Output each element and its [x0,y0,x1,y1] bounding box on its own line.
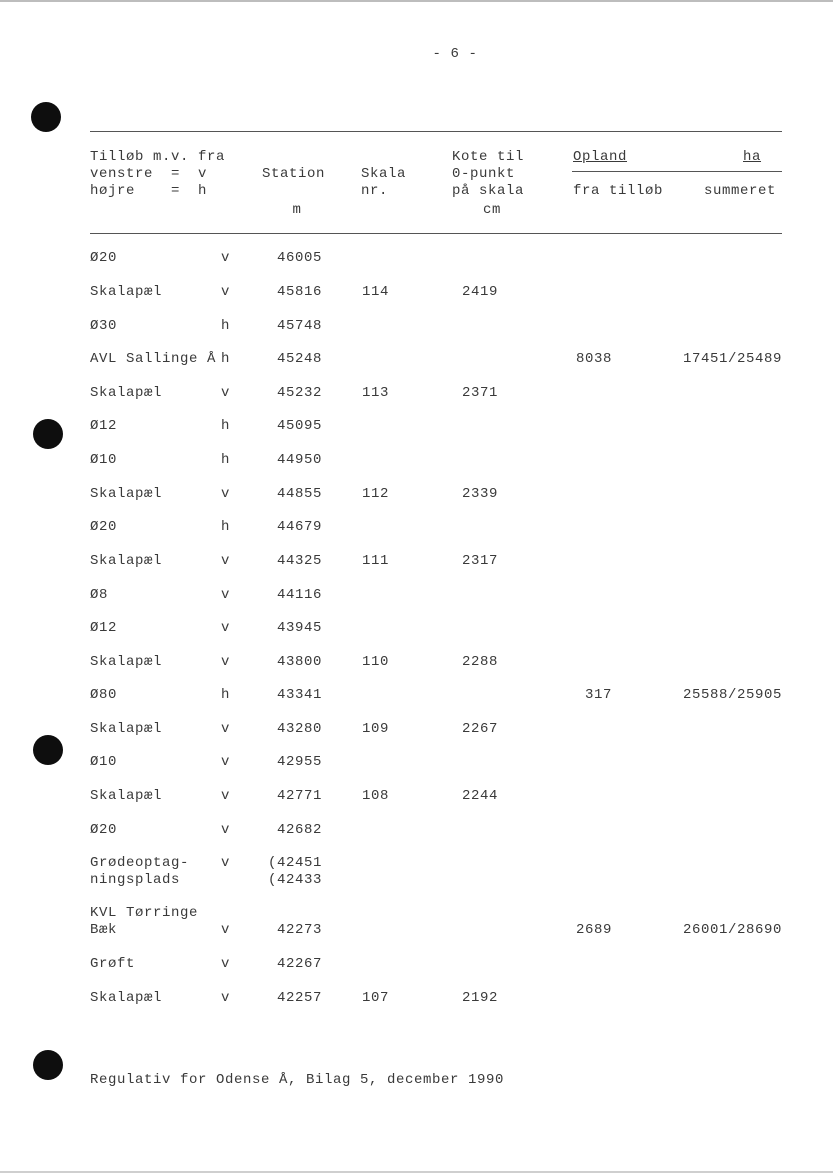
cell-side: v [221,754,231,770]
cell-fra-tillob: 8038 [575,351,612,367]
header-summeret: summeret [704,183,777,199]
cell-kote: 2419 [462,284,499,300]
cell-name: Ø20 [90,519,118,535]
opland-underline [572,171,782,172]
cell-side: v [221,250,231,266]
table-header-rule [90,233,782,234]
cell-side: v [221,822,231,838]
cell-name: KVL Tørringe Bæk [90,905,199,938]
cell-side: v [221,855,231,871]
cell-side: h [221,351,231,367]
punch-hole-top [31,102,61,132]
cell-side: v [221,956,231,972]
cell-side: v [221,620,231,636]
cell-name: Skalapæl [90,990,163,1006]
header-station: Station [262,166,326,182]
table-row [0,990,833,1030]
cell-skala: 110 [362,654,390,670]
cell-kote: 2317 [462,553,499,569]
cell-station: 45248 [276,351,322,367]
cell-station: 45816 [276,284,322,300]
cell-side: v [221,284,231,300]
header-skala: Skala nr. [361,166,407,199]
header-kote: Kote til 0-punkt på skala [452,149,525,199]
cell-kote: 2244 [462,788,499,804]
cell-name: AVL Sallinge Å [90,351,217,367]
cell-skala: 108 [362,788,390,804]
cell-name: Ø12 [90,418,118,434]
cell-station: 45748 [276,318,322,334]
cell-side: v [221,788,231,804]
cell-skala: 107 [362,990,390,1006]
table-top-rule [90,131,782,132]
punch-hole-bottom [33,1050,63,1080]
cell-summeret: 25588/25905 [682,687,782,703]
table-row [0,905,833,945]
cell-station: 45232 [276,385,322,401]
cell-summeret: 26001/28690 [682,922,782,938]
header-fra-tillob: fra tilløb [573,183,664,199]
cell-side: v [221,990,231,1006]
cell-station: 43945 [276,620,322,636]
cell-name: Skalapæl [90,553,163,569]
cell-side: h [221,318,231,334]
cell-station: 43800 [276,654,322,670]
table-row [0,855,833,895]
cell-fra-tillob: 2689 [575,922,612,938]
header-kote-unit: cm [482,202,501,218]
cell-name: Ø30 [90,318,118,334]
cell-skala: 113 [362,385,390,401]
cell-station: 44855 [276,486,322,502]
cell-name: Grøft [90,956,136,972]
cell-side: h [221,452,231,468]
header-station-unit: m [292,202,302,218]
cell-station: 45095 [276,418,322,434]
cell-name: Ø20 [90,250,118,266]
cell-station: 42267 [276,956,322,972]
cell-name: Skalapæl [90,721,163,737]
cell-name: Skalapæl [90,284,163,300]
cell-side: v [221,553,231,569]
cell-kote: 2288 [462,654,499,670]
cell-station: 44950 [276,452,322,468]
cell-side: h [221,687,231,703]
cell-name: Ø10 [90,452,118,468]
page-number: - 6 - [432,46,478,62]
cell-side: v [221,721,231,737]
cell-side: h [221,519,231,535]
cell-station: 44679 [276,519,322,535]
cell-station: 44325 [276,553,322,569]
cell-side: v [221,486,231,502]
header-ha: ha [743,149,762,165]
cell-station: 44116 [276,587,322,603]
cell-name: Ø20 [90,822,118,838]
document-footer: Regulativ for Odense Å, Bilag 5, december 1990 [90,1072,505,1088]
cell-skala: 111 [362,553,390,569]
header-opland: Opland [573,149,628,165]
cell-station: 43280 [276,721,322,737]
cell-station: (42451 (42433 [267,855,322,888]
header-tributary-side: Tilløb m.v. fra venstre = v højre = h [90,149,226,199]
cell-name: Skalapæl [90,654,163,670]
cell-name: Skalapæl [90,385,163,401]
cell-name: Ø12 [90,620,118,636]
cell-name: Ø8 [90,587,109,603]
cell-kote: 2192 [462,990,499,1006]
cell-side: v [221,385,231,401]
cell-station: 42682 [276,822,322,838]
cell-station: 42273 [276,922,322,938]
cell-skala: 109 [362,721,390,737]
cell-name: Skalapæl [90,788,163,804]
cell-side: v [221,922,231,938]
cell-station: 46005 [276,250,322,266]
cell-side: v [221,587,231,603]
cell-skala: 112 [362,486,390,502]
cell-skala: 114 [362,284,390,300]
cell-name: Ø80 [90,687,118,703]
cell-kote: 2339 [462,486,499,502]
cell-station: 42257 [276,990,322,1006]
cell-kote: 2267 [462,721,499,737]
cell-name: Grødeoptag- ningsplads [90,855,190,888]
cell-fra-tillob: 317 [584,687,612,703]
cell-kote: 2371 [462,385,499,401]
cell-side: h [221,418,231,434]
cell-station: 42771 [276,788,322,804]
cell-name: Ø10 [90,754,118,770]
scan-top-edge [0,0,833,2]
cell-station: 42955 [276,754,322,770]
cell-side: v [221,654,231,670]
cell-name: Skalapæl [90,486,163,502]
cell-summeret: 17451/25489 [682,351,782,367]
cell-station: 43341 [276,687,322,703]
